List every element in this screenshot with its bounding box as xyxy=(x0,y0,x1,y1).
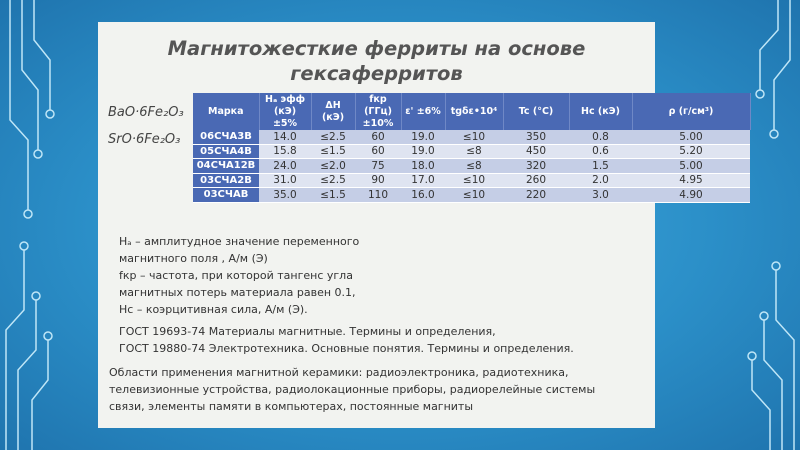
table-cell: 06СЧА3В xyxy=(193,130,259,144)
table-cell: 24.0 xyxy=(259,159,311,174)
header-cell: ρ (г/см³) xyxy=(632,93,750,130)
table-cell: ≤2.5 xyxy=(311,130,355,144)
table-cell: 75 xyxy=(355,159,401,174)
ferrite-table xyxy=(193,93,751,203)
note-line: Hc – коэрцитивная сила, А/м (Э). xyxy=(119,303,308,316)
table-cell: 19.0 xyxy=(401,130,445,144)
table-cell: 14.0 xyxy=(259,130,311,144)
table-cell: 05СЧА4В xyxy=(193,144,259,159)
table-row xyxy=(193,173,750,188)
circuit-decoration-left xyxy=(0,0,70,450)
table-cell: ≤8 xyxy=(445,159,503,174)
header-cell: tgδε•10⁴ xyxy=(445,93,503,130)
table-cell: 0.8 xyxy=(569,130,632,144)
table-cell: 110 xyxy=(355,188,401,203)
table-cell: 4.95 xyxy=(632,173,750,188)
table-cell: 16.0 xyxy=(401,188,445,203)
note-line: магнитных потерь материала равен 0.1, xyxy=(119,286,356,299)
areas-line: телевизионные устройства, радиолокационные приборы, радиорелейные системы xyxy=(109,383,596,396)
gost-line: ГОСТ 19880-74 Электротехника. Основные понятия. Термины и определения. xyxy=(119,342,574,355)
header-cell: Марка xyxy=(193,93,259,130)
areas-line: Области применения магнитной керамики: радиоэлектроника, радиотехника, xyxy=(109,366,569,379)
table-cell: 3.0 xyxy=(569,188,632,203)
header-cell: ΔH (кЭ) xyxy=(311,93,355,130)
table-cell: ≤2.0 xyxy=(311,159,355,174)
note-line: fкр – частота, при которой тангенс угла xyxy=(119,269,353,282)
table-row xyxy=(193,188,750,203)
table-cell: ≤1.5 xyxy=(311,144,355,159)
table-cell: 18.0 xyxy=(401,159,445,174)
table-row xyxy=(193,159,750,174)
header-cell: Hc (кЭ) xyxy=(569,93,632,130)
table-cell: 31.0 xyxy=(259,173,311,188)
table-cell: 220 xyxy=(503,188,569,203)
table-header-row xyxy=(193,93,750,130)
table-cell: 260 xyxy=(503,173,569,188)
table-cell: ≤10 xyxy=(445,130,503,144)
table-cell: 04СЧА12В xyxy=(193,159,259,174)
table-cell: 03СЧАВ xyxy=(193,188,259,203)
gost-line: ГОСТ 19693-74 Материалы магнитные. Термины и определения, xyxy=(119,325,496,338)
circuit-decoration-right xyxy=(730,0,800,450)
table-cell: ≤2.5 xyxy=(311,173,355,188)
table-cell: 60 xyxy=(355,130,401,144)
table-cell: ≤10 xyxy=(445,188,503,203)
table-cell: 17.0 xyxy=(401,173,445,188)
areas-line: связи, элементы памяти в компьютерах, постоянные магниты xyxy=(109,400,474,413)
table-cell: ≤8 xyxy=(445,144,503,159)
table-cell: 90 xyxy=(355,173,401,188)
slide-title xyxy=(98,36,655,86)
table-cell: 5.00 xyxy=(632,130,750,144)
header-cell: Tc (°C) xyxy=(503,93,569,130)
table-row xyxy=(193,130,750,144)
formula-sro: SrO·6Fe₂O₃ xyxy=(108,132,181,147)
gost-references xyxy=(119,323,649,357)
definitions-notes xyxy=(119,233,649,318)
note-line: Hₐ – амплитудное значение переменного xyxy=(119,235,360,248)
table-cell: 5.20 xyxy=(632,144,750,159)
table-cell: ≤1.5 xyxy=(311,188,355,203)
table-cell: ≤10 xyxy=(445,173,503,188)
table-cell: 60 xyxy=(355,144,401,159)
table-cell: 19.0 xyxy=(401,144,445,159)
table-cell: 450 xyxy=(503,144,569,159)
title-line-2: гексаферритов xyxy=(290,62,463,85)
header-cell: Hₐ эфф (кЭ) ±5% xyxy=(259,93,311,130)
application-areas xyxy=(109,364,649,415)
header-cell: ε' ±6% xyxy=(401,93,445,130)
table-cell: 4.90 xyxy=(632,188,750,203)
formula-bao: BaO·6Fe₂O₃ xyxy=(108,105,184,120)
note-line: магнитного поля , А/м (Э) xyxy=(119,252,268,265)
table-cell: 320 xyxy=(503,159,569,174)
table-row xyxy=(193,144,750,159)
table-cell: 350 xyxy=(503,130,569,144)
table-cell: 35.0 xyxy=(259,188,311,203)
slide-image xyxy=(98,22,714,428)
table-cell: 1.5 xyxy=(569,159,632,174)
table-cell: 5.00 xyxy=(632,159,750,174)
table-cell: 0.6 xyxy=(569,144,632,159)
table-cell: 03СЧА2В xyxy=(193,173,259,188)
table-cell: 2.0 xyxy=(569,173,632,188)
header-cell: fкр (ГГц) ±10% xyxy=(355,93,401,130)
table-cell: 15.8 xyxy=(259,144,311,159)
title-line-1: Магнитожесткие ферриты на основе xyxy=(167,37,586,60)
